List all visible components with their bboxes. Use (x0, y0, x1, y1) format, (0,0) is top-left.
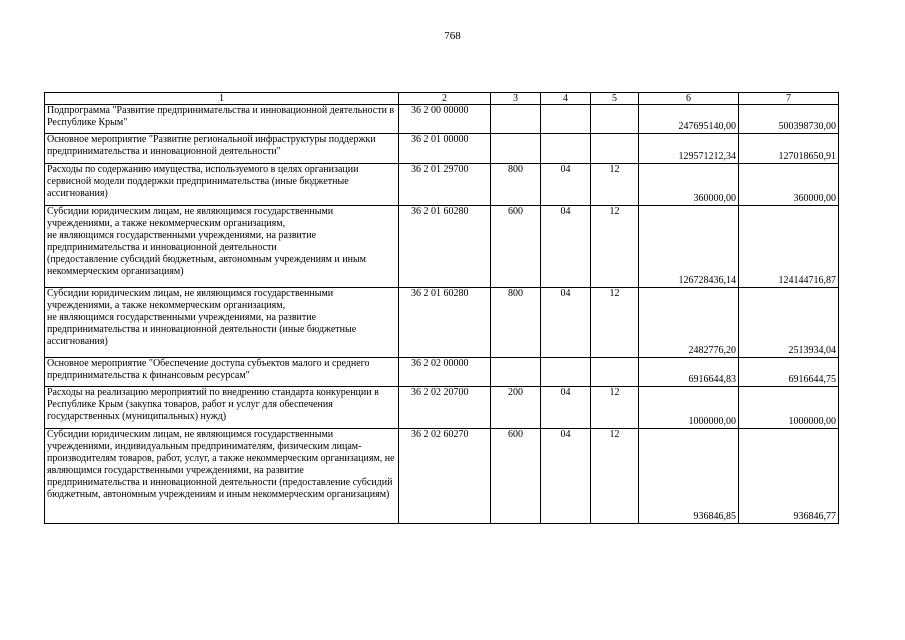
row-value-7: 936846,77 (739, 429, 839, 524)
row-col4: 04 (541, 429, 591, 524)
row-code: 36 2 01 60280 (399, 206, 491, 288)
row-value-7: 500398730,00 (739, 105, 839, 134)
header-cell: 4 (541, 93, 591, 105)
table-row (45, 288, 839, 358)
row-value-6: 126728436,14 (639, 206, 739, 288)
row-col3 (491, 358, 541, 387)
row-value-7: 2513934,04 (739, 288, 839, 358)
table-row (45, 387, 839, 429)
row-name: Основное мероприятие "Обеспечение доступа субъектов малого и среднего предпринимательства к финансовым ресурсам" (45, 358, 399, 387)
row-name (45, 206, 399, 288)
table-row (45, 164, 839, 206)
row-col4: 04 (541, 206, 591, 288)
row-col5: 12 (591, 206, 639, 288)
row-col4: 04 (541, 164, 591, 206)
row-value-6: 936846,85 (639, 429, 739, 524)
table-row (45, 358, 839, 387)
row-col3: 800 (491, 164, 541, 206)
row-code: 36 2 02 00000 (399, 358, 491, 387)
row-col4 (541, 105, 591, 134)
table-row (45, 206, 839, 288)
row-value-7: 360000,00 (739, 164, 839, 206)
row-value-6: 2482776,20 (639, 288, 739, 358)
row-name: Расходы по содержанию имущества, используемого в целях организации сервисной модели поддержки предпринимательства (иные бюджетные ассигнования) (45, 164, 399, 206)
row-col5: 12 (591, 387, 639, 429)
header-cell: 6 (639, 93, 739, 105)
page-number: 768 (444, 30, 461, 42)
table-row (45, 105, 839, 134)
row-col3: 200 (491, 387, 541, 429)
header-cell: 2 (399, 93, 491, 105)
row-name: Субсидии юридическим лицам, не являющимся государственными учреждениями, индивидуальным предпринимателям, физическим лицам-производителям товаров, работ, услуг, а также некоммерческим организациям, не являющимся государственными учреждениями, на развитие предпринимательства и инновационной деятельности (предоставление субсидий бюджетным, автономным учреждениям и иным некоммерческим организациям) (45, 429, 399, 524)
row-name (45, 288, 399, 358)
row-value-6: 1000000,00 (639, 387, 739, 429)
row-col5 (591, 134, 639, 164)
table-row (45, 429, 839, 524)
table-row (45, 134, 839, 164)
row-col3: 600 (491, 429, 541, 524)
row-name: Подпрограмма "Развитие предпринимательства и инновационной деятельности в Республике Крым" (45, 105, 399, 134)
row-value-6: 6916644,83 (639, 358, 739, 387)
row-col4 (541, 358, 591, 387)
header-cell: 7 (739, 93, 839, 105)
row-col3: 800 (491, 288, 541, 358)
header-cell: 5 (591, 93, 639, 105)
row-name: Основное мероприятие "Развитие региональной инфраструктуры поддержки предпринимательства и инновационной деятельности" (45, 134, 399, 164)
row-code: 36 2 02 20700 (399, 387, 491, 429)
row-col5: 12 (591, 429, 639, 524)
row-value-7: 127018650,91 (739, 134, 839, 164)
row-value-6: 360000,00 (639, 164, 739, 206)
row-code: 36 2 00 00000 (399, 105, 491, 134)
row-code: 36 2 01 00000 (399, 134, 491, 164)
header-cell: 1 (45, 93, 399, 105)
row-col5 (591, 358, 639, 387)
row-col4 (541, 134, 591, 164)
row-col5 (591, 105, 639, 134)
header-row (45, 93, 839, 105)
row-name: Расходы на реализацию мероприятий по внедрению стандарта конкуренции в Республике Крым (закупка товаров, работ и услуг для обеспечения государственных (муниципальных) нужд) (45, 387, 399, 429)
row-value-6: 247695140,00 (639, 105, 739, 134)
row-col5: 12 (591, 164, 639, 206)
row-value-7: 1000000,00 (739, 387, 839, 429)
header-cell: 3 (491, 93, 541, 105)
row-name-line: Субсидии юридическим лицам, не являющимся государственными учреждениями, а также некоммерческим организациям, не являющимся государственными учреждениями, на развитие предпринимательства и инновационной деятельности (иные бюджетные ассигнования) (47, 288, 357, 347)
row-value-7: 6916644,75 (739, 358, 839, 387)
row-value-6: 129571212,34 (639, 134, 739, 164)
row-code: 36 2 02 60270 (399, 429, 491, 524)
budget-table (44, 92, 839, 524)
row-code: 36 2 01 60280 (399, 288, 491, 358)
row-code: 36 2 01 29700 (399, 164, 491, 206)
row-col3 (491, 105, 541, 134)
row-col3 (491, 134, 541, 164)
row-col5: 12 (591, 288, 639, 358)
row-col4: 04 (541, 387, 591, 429)
row-col3: 600 (491, 206, 541, 288)
row-col4: 04 (541, 288, 591, 358)
row-name-line: Субсидии юридическим лицам, не являющимся государственными учреждениями, а также некоммерческим организациям, не являющимся государственными учреждениями, на развитие предпринимательства и инновационной деятельности (предоставление субсидий бюджетным, автономным учреждениям и иным некоммерческим организациям) (47, 206, 366, 277)
row-value-7: 124144716,87 (739, 206, 839, 288)
